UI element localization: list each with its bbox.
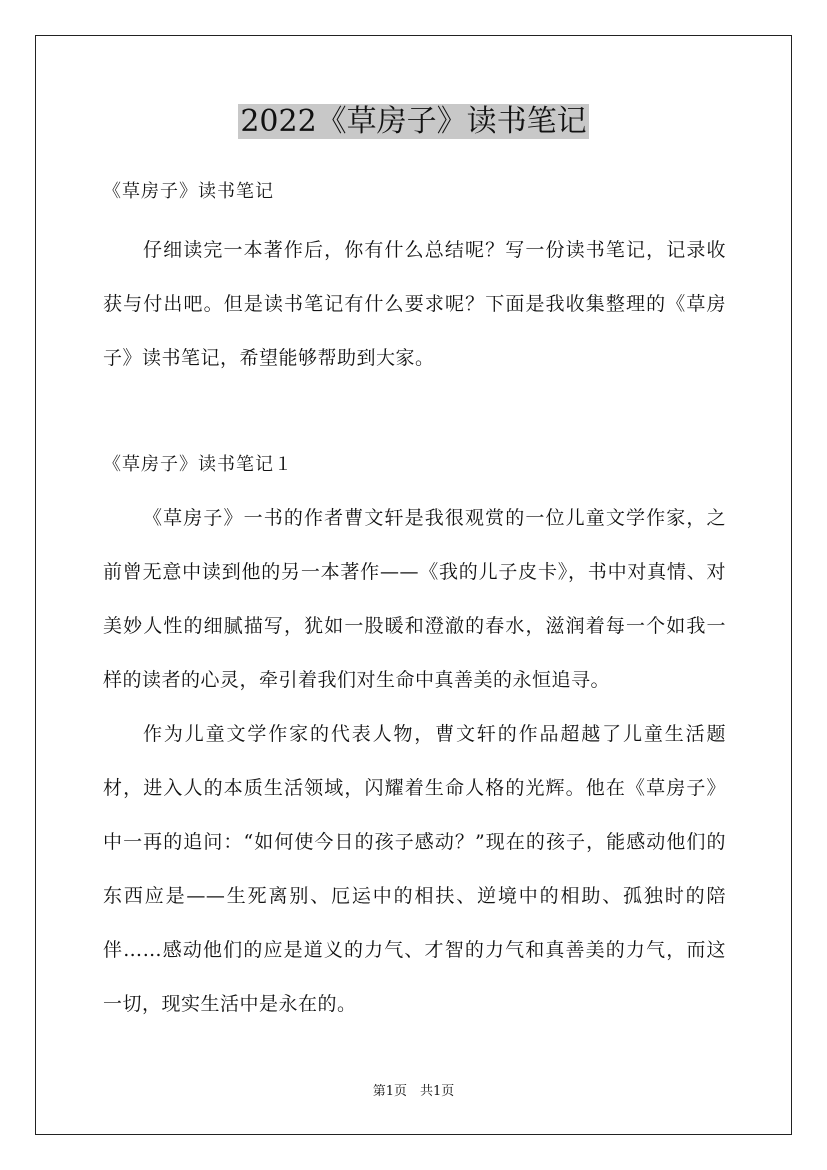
intro-paragraph: 仔细读完一本著作后，你有什么总结呢？写一份读书笔记，记录收获与付出吧。但是读书笔记有什么要求呢？下面是我收集整理的《草房子》读书笔记，希望能够帮助到大家。 [103, 239, 726, 369]
section-heading: 《草房子》读书笔记１ [103, 454, 293, 475]
page-number-footer: 第1页 共1页 [372, 1084, 455, 1099]
document-title [0, 100, 827, 144]
section-paragraph-1: 《草房子》一书的作者曹文轩是我很观赏的一位儿童文学作家，之前曾无意中读到他的另一本著作——《我的儿子皮卡》，书中对真情、对美妙人性的细腻描写，犹如一股暖和澄澈的春水，滋润着每一个如我一样的读者的心灵，牵引着我们对生命中真善美的永恒追寻。 [103, 507, 726, 691]
section-paragraph-2: 作为儿童文学作家的代表人物，曹文轩的作品超越了儿童生活题材，进入人的本质生活领域，闪耀着生命人格的光辉。他在《草房子》中一再的追问：“如何使今日的孩子感动？”现在的孩子，能感动他们的东西应是——生死离别、厄运中的相扶、逆境中的相助、孤独时的陪伴……感动他们的应是道义的力气、才智的力气和真善美的力气，而这一切，现实生活中是永在的。 [103, 723, 726, 1015]
intro-heading: 《草房子》读书笔记 [103, 181, 274, 202]
document-title-text: 2022《草房子》读书笔记 [240, 104, 587, 139]
